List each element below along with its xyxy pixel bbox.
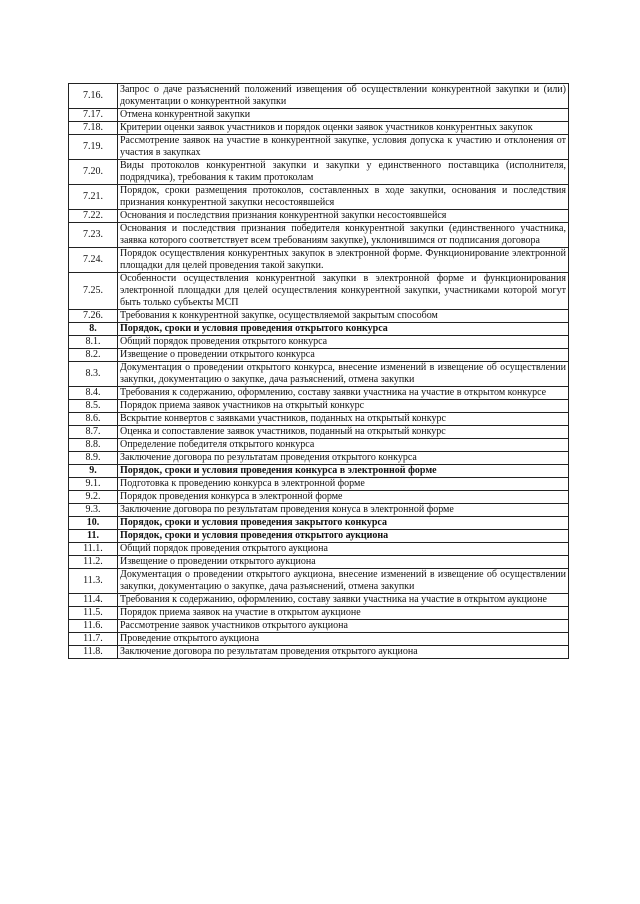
section-number: 7.26. — [69, 310, 118, 323]
toc-row — [69, 452, 569, 465]
toc-section-row — [69, 530, 569, 543]
section-title: Извещение о проведении открытого аукциона — [118, 556, 569, 569]
toc-row — [69, 336, 569, 349]
section-number: 11.4. — [69, 594, 118, 607]
toc-row — [69, 426, 569, 439]
section-title: Требования к содержанию, оформлению, составу заявки участника на участие в открытом аукционе — [118, 594, 569, 607]
section-title: Основания и последствия признания конкурентной закупки несостоявшейся — [118, 210, 569, 223]
toc-row — [69, 122, 569, 135]
section-number: 11.1. — [69, 543, 118, 556]
section-title: Рассмотрение заявок на участие в конкурентной закупке, условия допуска к участию и отклонения от участия в закупках — [118, 135, 569, 160]
section-title: Запрос о даче разъяснений положений извещения об осуществлении конкурентной закупки и (или) документации о конкурентной закупки — [118, 84, 569, 109]
section-number: 7.16. — [69, 84, 118, 109]
toc-row — [69, 646, 569, 659]
toc-section-row — [69, 517, 569, 530]
section-number: 7.19. — [69, 135, 118, 160]
toc-row — [69, 607, 569, 620]
section-title: Документация о проведении открытого конкурса, внесение изменений в извещение об осуществлении закупки, документацию о закупке, дача разъяснений, отмена закупки — [118, 362, 569, 387]
section-title: Порядок, сроки и условия проведения открытого конкурса — [118, 323, 569, 336]
section-number: 9.3. — [69, 504, 118, 517]
toc-row — [69, 504, 569, 517]
toc-row — [69, 223, 569, 248]
section-title: Рассмотрение заявок участников открытого аукциона — [118, 620, 569, 633]
toc-row — [69, 620, 569, 633]
section-title: Извещение о проведении открытого конкурса — [118, 349, 569, 362]
section-number: 7.24. — [69, 248, 118, 273]
section-title: Общий порядок проведения открытого аукциона — [118, 543, 569, 556]
section-title: Основания и последствия признания победителя конкурентной закупки (единственного участника, заявка которого соответствует всем требованиям закупке), уклонившимся от подписания договора — [118, 223, 569, 248]
section-title: Документация о проведении открытого аукциона, внесение изменений в извещение об осуществлении закупки, документацию о закупке, дача разъяснений, отмена закупки — [118, 569, 569, 594]
section-number: 8.9. — [69, 452, 118, 465]
toc-row — [69, 310, 569, 323]
toc-row — [69, 387, 569, 400]
section-number: 7.18. — [69, 122, 118, 135]
section-title: Заключение договора по результатам проведения открытого конкурса — [118, 452, 569, 465]
toc-section-row — [69, 323, 569, 336]
table-of-contents — [68, 83, 569, 659]
section-number: 8.4. — [69, 387, 118, 400]
section-number: 7.25. — [69, 273, 118, 310]
toc-row — [69, 633, 569, 646]
toc-row — [69, 248, 569, 273]
section-title: Порядок приема заявок на участие в открытом аукционе — [118, 607, 569, 620]
toc-row — [69, 556, 569, 569]
section-title: Общий порядок проведения открытого конкурса — [118, 336, 569, 349]
section-title: Порядок проведения конкурса в электронной форме — [118, 491, 569, 504]
section-number: 11.5. — [69, 607, 118, 620]
section-title: Порядок, сроки и условия проведения открытого аукциона — [118, 530, 569, 543]
toc-row — [69, 491, 569, 504]
section-title: Порядок, сроки и условия проведения конкурса в электронной форме — [118, 465, 569, 478]
section-number: 8.3. — [69, 362, 118, 387]
toc-section-row — [69, 465, 569, 478]
toc-row — [69, 362, 569, 387]
section-number: 11.8. — [69, 646, 118, 659]
section-number: 11.6. — [69, 620, 118, 633]
section-number: 8.1. — [69, 336, 118, 349]
toc-body — [69, 84, 569, 659]
section-number: 7.21. — [69, 185, 118, 210]
toc-row — [69, 478, 569, 491]
toc-row — [69, 349, 569, 362]
section-title: Порядок приема заявок участников на открытый конкурс — [118, 400, 569, 413]
section-title: Заключение договора по результатам проведения открытого аукциона — [118, 646, 569, 659]
section-number: 8.7. — [69, 426, 118, 439]
section-number: 9.1. — [69, 478, 118, 491]
section-number: 8.6. — [69, 413, 118, 426]
toc-row — [69, 543, 569, 556]
section-title: Отмена конкурентной закупки — [118, 109, 569, 122]
section-title: Оценка и сопоставление заявок участников, поданный на открытый конкурс — [118, 426, 569, 439]
toc-row — [69, 210, 569, 223]
section-number: 10. — [69, 517, 118, 530]
section-number: 8.8. — [69, 439, 118, 452]
section-title: Критерии оценки заявок участников и порядок оценки заявок участников конкурентных закупок — [118, 122, 569, 135]
section-number: 11.2. — [69, 556, 118, 569]
section-number: 11. — [69, 530, 118, 543]
section-number: 8.5. — [69, 400, 118, 413]
toc-row — [69, 413, 569, 426]
section-title: Подготовка к проведению конкурса в электронной форме — [118, 478, 569, 491]
section-title: Вскрытие конвертов с заявками участников, поданных на открытый конкурс — [118, 413, 569, 426]
toc-row — [69, 185, 569, 210]
section-title: Проведение открытого аукциона — [118, 633, 569, 646]
toc-row — [69, 135, 569, 160]
section-title: Определение победителя открытого конкурса — [118, 439, 569, 452]
toc-row — [69, 160, 569, 185]
toc-row — [69, 109, 569, 122]
section-title: Особенности осуществления конкурентной закупки в электронной форме и функционирования электронной площадки для целей осуществления конкурентной закупки, участниками которой могут быть только субъекты МСП — [118, 273, 569, 310]
toc-row — [69, 594, 569, 607]
section-title: Требования к содержанию, оформлению, составу заявки участника на участие в открытом конкурсе — [118, 387, 569, 400]
section-number: 7.23. — [69, 223, 118, 248]
toc-row — [69, 439, 569, 452]
section-number: 9.2. — [69, 491, 118, 504]
section-number: 11.7. — [69, 633, 118, 646]
section-number: 8. — [69, 323, 118, 336]
section-title: Порядок, сроки размещения протоколов, составленных в ходе закупки, основания и последствия признания конкурентной закупки несостоявшейся — [118, 185, 569, 210]
toc-row — [69, 84, 569, 109]
section-number: 7.22. — [69, 210, 118, 223]
toc-row — [69, 273, 569, 310]
section-title: Порядок, сроки и условия проведения закрытого конкурса — [118, 517, 569, 530]
section-number: 11.3. — [69, 569, 118, 594]
section-number: 9. — [69, 465, 118, 478]
section-title: Виды протоколов конкурентной закупки и закупки у единственного поставщика (исполнителя, подрядчика), требования к таким протоколам — [118, 160, 569, 185]
toc-row — [69, 400, 569, 413]
section-title: Порядок осуществления конкурентных закупок в электронной форме. Функционирование электронной площадки для целей проведения такой закупки. — [118, 248, 569, 273]
section-number: 7.17. — [69, 109, 118, 122]
section-title: Заключение договора по результатам проведения конуса в электронной форме — [118, 504, 569, 517]
toc-row — [69, 569, 569, 594]
section-number: 8.2. — [69, 349, 118, 362]
section-title: Требования к конкурентной закупке, осуществляемой закрытым способом — [118, 310, 569, 323]
section-number: 7.20. — [69, 160, 118, 185]
